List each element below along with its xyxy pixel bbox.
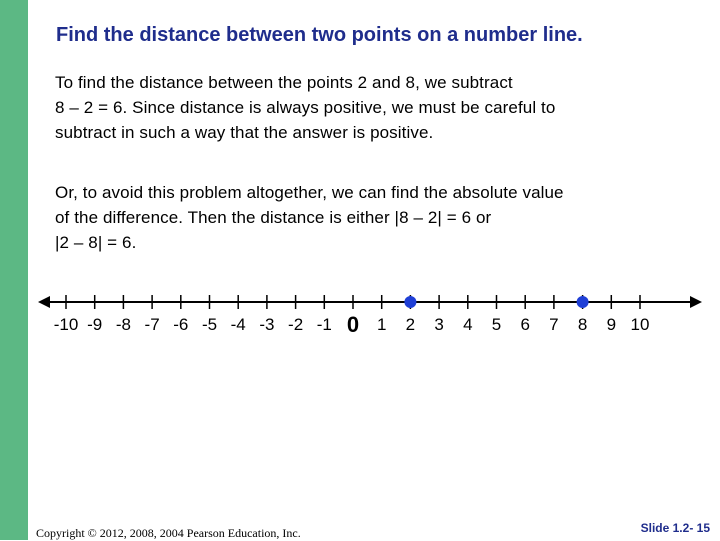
tick-label: -6 <box>173 315 189 334</box>
plotted-point <box>577 296 589 308</box>
number-line <box>38 282 702 346</box>
left-accent-band <box>0 0 28 540</box>
tick-label: 7 <box>549 315 559 334</box>
right-arrowhead <box>690 296 702 308</box>
plotted-point <box>404 296 416 308</box>
tick-label: -10 <box>53 315 79 334</box>
tick-label: -2 <box>288 315 304 334</box>
paragraph-line: subtract in such a way that the answer is positive. <box>55 123 434 142</box>
paragraph-line: 8 – 2 = 6. Since distance is always positive, we must be careful to <box>55 98 556 117</box>
tick-label: 8 <box>577 315 588 334</box>
left-arrowhead <box>38 296 50 308</box>
tick-label: -1 <box>316 315 332 334</box>
tick-label: -9 <box>87 315 103 334</box>
paragraph-line: To find the distance between the points 2 and 8, we subtract <box>55 73 513 92</box>
tick-label: 5 <box>491 315 502 334</box>
tick-label: 3 <box>434 315 444 334</box>
paragraph-absolute-value <box>55 180 675 255</box>
paragraph-line: |2 – 8| = 6. <box>55 233 137 252</box>
tick-label: -8 <box>115 315 131 334</box>
tick-label: 10 <box>630 315 650 334</box>
tick-label: 0 <box>346 312 360 337</box>
copyright-footer: Copyright © 2012, 2008, 2004 Pearson Education, Inc. <box>36 526 301 540</box>
tick-label: 4 <box>463 315 473 334</box>
paragraph-line: Or, to avoid this problem altogether, we can find the absolute value <box>55 183 564 202</box>
paragraph-line: of the difference. Then the distance is either |8 – 2| = 6 or <box>55 208 492 227</box>
tick-label: 6 <box>520 315 530 334</box>
paragraph-subtraction <box>55 70 675 145</box>
tick-label: 1 <box>376 315 387 334</box>
slide-title: Find the distance between two points on a number line. <box>56 24 583 46</box>
tick-label: -5 <box>201 315 218 334</box>
tick-label: -3 <box>259 315 275 334</box>
tick-label: -7 <box>144 315 160 334</box>
tick-label: -4 <box>230 315 246 334</box>
slide-number: Slide 1.2- 15 <box>640 521 710 535</box>
tick-label: 2 <box>405 315 416 334</box>
tick-label: 9 <box>606 315 617 334</box>
